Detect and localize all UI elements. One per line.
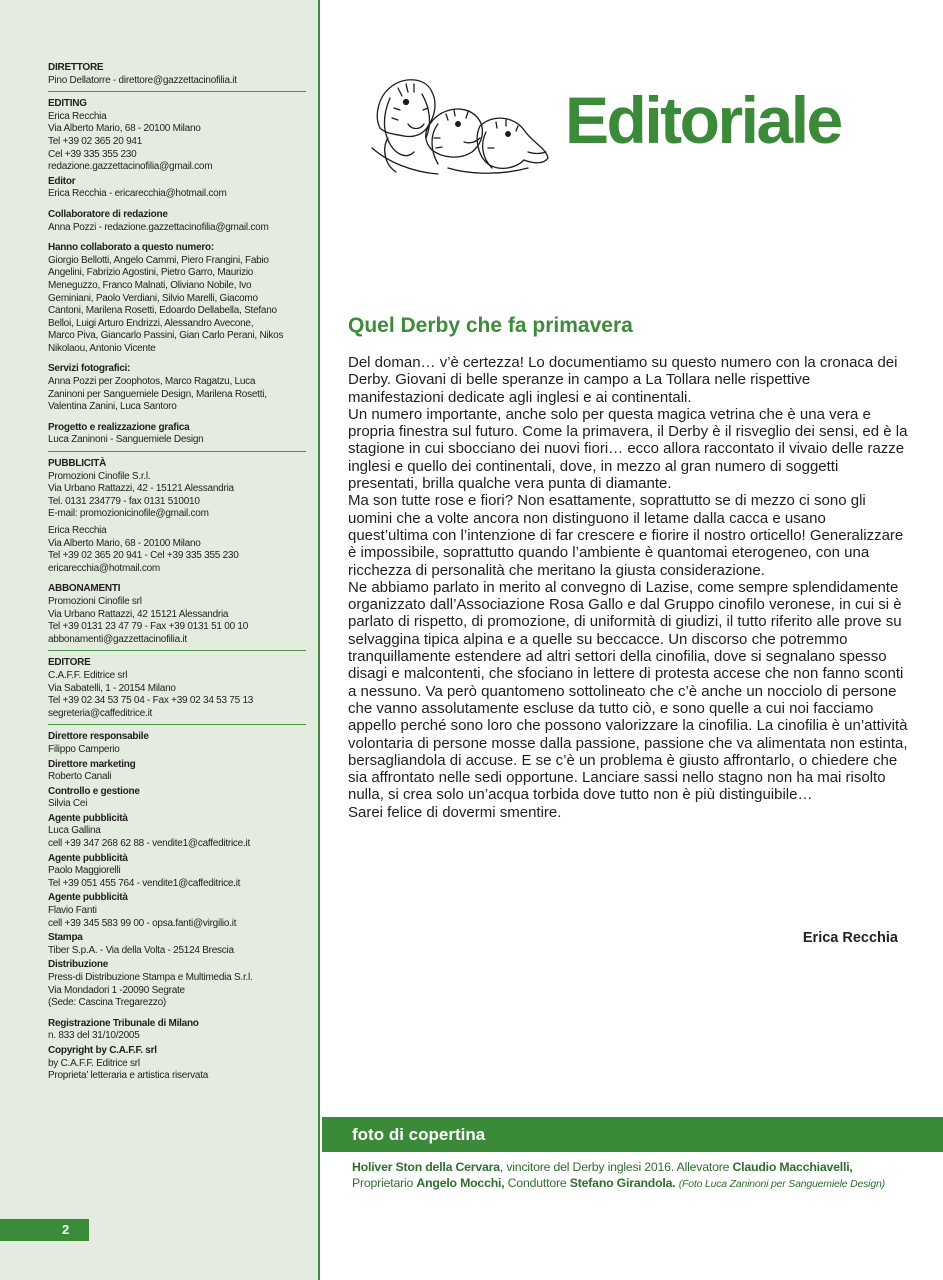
cover-breeder: Claudio Macchiavelli, (732, 1160, 853, 1174)
colophon-heading: Stampa (48, 932, 83, 944)
colophon-line: redazione.gazzettacinofilia@gmail.com (48, 161, 213, 173)
colophon-line: Cantoni, Marilena Rosetti, Edoardo Dellabella, Stefano (48, 305, 277, 317)
divider (48, 451, 306, 452)
colophon-heading: Copyright by C.A.F.F. srl (48, 1044, 157, 1056)
colophon (48, 62, 308, 1083)
colophon-section-collaboratore (48, 209, 308, 234)
colophon-heading: Servizi fotografici: (48, 363, 131, 375)
colophon-line: Erica Recchia - ericarecchia@hotmail.com (48, 188, 227, 200)
colophon-heading: Hanno collaborato a questo numero: (48, 242, 214, 254)
colophon-heading: Editor (48, 175, 76, 187)
cover-photo-bar (322, 1117, 943, 1152)
colophon-line: cell +39 345 583 99 00 - opsa.fanti@virgilio.it (48, 917, 237, 929)
colophon-section-progetto (48, 422, 308, 447)
colophon-line: Tel +39 051 455 764 - vendite1@caffeditrice.it (48, 877, 241, 889)
colophon-section-editore (48, 657, 308, 720)
colophon-line: E-mail: promozionicinofile@gmail.com (48, 508, 209, 520)
colophon-section-direttore-mkt (48, 759, 308, 784)
colophon-line: Erica Recchia (48, 110, 107, 122)
colophon-line: Giorgio Bellotti, Angelo Cammi, Piero Frangini, Fabio (48, 254, 269, 266)
colophon-heading: ABBONAMENTI (48, 583, 121, 595)
spacer (48, 575, 308, 583)
colophon-line: Tel +39 02 34 53 75 04 - Fax +39 02 34 53 75 13 (48, 695, 254, 707)
colophon-line: Proprieta’ letteraria e artistica riservata (48, 1070, 209, 1082)
colophon-line: Angelini, Fabrizio Agostini, Pietro Garro, Maurizio (48, 267, 254, 279)
caption-text: Conduttore (504, 1175, 570, 1190)
colophon-section-direttore (48, 62, 308, 87)
colophon-section-editor (48, 176, 308, 201)
colophon-section-hanno-collaborato (48, 242, 308, 355)
colophon-line: Via Alberto Mario, 68 - 20100 Milano (48, 123, 201, 135)
colophon-heading: Agente pubblicità (48, 812, 128, 824)
cover-owner: Angelo Mocchi, (416, 1175, 505, 1190)
colophon-line: Pino Dellatorre - direttore@gazzettacinofilia.it (48, 74, 237, 86)
colophon-section-stampa (48, 932, 308, 957)
colophon-line: C.A.F.F. Editrice srl (48, 669, 128, 681)
spacer (48, 355, 308, 363)
colophon-line: Anna Pozzi per Zoophotos, Marco Ragatzu, Luca (48, 376, 256, 388)
colophon-line: Zaninoni per Sanguemiele Design, Marilena Rosetti, (48, 388, 267, 400)
colophon-heading: DIRETTORE (48, 62, 104, 73)
colophon-heading: EDITORE (48, 657, 91, 669)
divider (48, 91, 306, 92)
hunting-dogs-illustration (368, 68, 550, 180)
colophon-line: Press-di Distribuzione Stampa e Multimedia S.r.l. (48, 972, 253, 983)
colophon-line: Luca Gallina (48, 825, 101, 837)
colophon-section-agente2 (48, 853, 308, 891)
colophon-line: Silvia Cei (48, 798, 88, 810)
colophon-section-copyright (48, 1045, 308, 1083)
page-number: 2 (0, 1219, 89, 1241)
divider (48, 650, 306, 651)
colophon-line: Via Sabatelli, 1 - 20154 Milano (48, 682, 176, 694)
colophon-line: abbonamenti@gazzettacinofilia.it (48, 633, 187, 645)
cover-photo-credit: (Foto Luca Zaninoni per Sanguemiele Design) (678, 1177, 885, 1190)
colophon-line: Via Alberto Mario, 68 - 20100 Milano (48, 537, 201, 549)
colophon-heading: Distribuzione (48, 959, 109, 971)
colophon-line: Cel +39 335 355 230 (48, 148, 137, 160)
colophon-line: Belloi, Luigi Arturo Endrizzi, Alessandro Avecone, (48, 317, 254, 329)
article-body (348, 354, 908, 821)
colophon-section-servizi (48, 363, 308, 413)
colophon-section-direttore-resp (48, 731, 308, 756)
colophon-line: Promozioni Cinofile S.r.l. (48, 470, 151, 482)
colophon-section-distribuzione (48, 959, 308, 1009)
colophon-heading: Collaboratore di redazione (48, 208, 168, 220)
colophon-line: Erica Recchia (48, 525, 107, 536)
article-paragraph: Un numero importante, anche solo per questa magica vetrina che è una vera e propria finestra sul futuro. Come la primavera, il Derby è il risveglio dei sensi, ed è la stagione in cui sbocciano dei nuovi fiori… ecco allora raccontato il vivaio delle razze inglesi e quello dei continentali, dove, in mezzo al gran numero di soggetti presentati, brilla qualche vera punta di diamante. (348, 405, 908, 493)
colophon-line: Tel +39 0131 23 47 79 - Fax +39 0131 51 00 10 (48, 621, 249, 633)
spacer (48, 1010, 308, 1018)
colophon-line: (Sede: Cascina Tregarezzo) (48, 997, 167, 1009)
colophon-heading: Registrazione Tribunale di Milano (48, 1017, 199, 1029)
colophon-section-controllo (48, 786, 308, 811)
spacer (48, 201, 308, 209)
colophon-heading: Agente pubblicità (48, 852, 128, 864)
section-title: Editoriale (565, 83, 841, 157)
colophon-line: Luca Zaninoni - Sanguemiele Design (48, 434, 204, 446)
caption-text: , vincitore del Derby inglesi 2016. Allevatore (499, 1160, 733, 1174)
colophon-line: Flavio Fanti (48, 905, 97, 917)
colophon-line: n. 833 del 31/10/2005 (48, 1030, 140, 1042)
colophon-line: Filippo Camperio (48, 743, 120, 755)
spacer (48, 234, 308, 242)
colophon-section-pubblicita (48, 458, 308, 575)
colophon-section-agente1 (48, 813, 308, 851)
colophon-line: by C.A.F.F. Editrice srl (48, 1057, 140, 1069)
colophon-line: Via Urbano Rattazzi, 42 15121 Alessandria (48, 608, 229, 620)
colophon-section-abbonamenti (48, 583, 308, 646)
article-author: Erica Recchia (802, 930, 898, 946)
article-paragraph: Sarei felice di dovermi smentire. (348, 803, 562, 821)
cover-photo-label: foto di copertina (352, 1125, 486, 1144)
colophon-heading: PUBBLICITÀ (48, 458, 107, 470)
colophon-sidebar (0, 0, 320, 1280)
colophon-section-agente3 (48, 892, 308, 930)
colophon-heading: Controllo e gestione (48, 785, 140, 797)
colophon-line: cell +39 347 268 62 88 - vendite1@caffeditrice.it (48, 838, 251, 850)
colophon-line: Valentina Zanini, Luca Santoro (48, 401, 177, 413)
colophon-line: Tel +39 02 365 20 941 - Cel +39 335 355 230 (48, 550, 239, 562)
colophon-line: Paolo Maggiorelli (48, 865, 121, 877)
spacer (48, 414, 308, 422)
colophon-line: segreteria@caffeditrice.it (48, 707, 153, 719)
divider (48, 724, 306, 725)
colophon-line: Anna Pozzi - redazione.gazzettacinofilia@gmail.com (48, 221, 269, 233)
article-paragraph: Ne abbiamo parlato in merito al convegno di Lazise, come sempre splendidamente organizzato dall’Associazione Rosa Gallo e dal Gruppo cinofilo veronese, in cui si è parlato di rispetto, di promozione, di uniformità di giudizi, il tutto riferito alle prove su selvaggina tipica alpina e a quelle su beccacce. Un discorso che potremmo tranquillamente estendere ad altri settori della cinofilia, dove si segnalano spesso disagi e malcontenti, che sfociano in lettere di protesta accese che non fanno sconti a nessuno. Va però quantomeno sottolineato che c’è anche un nocciolo di persone che vanno assolutamente escluse da tutto ciò, e sono quelle a cui noi facciamo appello perché sono loro che possono valorizzare la cinofilia. La cinofilia è un’attività volontaria di persone mosse dalla passione, passione che va alimentata non estinta, bersagliandola di accuse. E se c’è un problema è giusto affrontarlo, o chiedere che sia affrontato nelle sedi opportune. Lanciare sassi nello stagno non ha mai risolto nulla, si crea solo un’acqua torbida dove tutto non è più distinguibile… (348, 578, 908, 804)
article-paragraph: Ma son tutte rose e fiori? Non esattamente, soprattutto se di mezzo ci sono gli uomini che a volte ancora non distinguono il letame dalla cacca e usano quest’ultima con l’intenzione di far crescere e fiorire il nostro orticello! Generalizzare è impossibile, soprattutto quando l’ambiente è quantomai eterogeneo, con una ricchezza di personalità che meritano la giusta considerazione. (348, 492, 904, 579)
article-paragraph: Del doman… v’è certezza! Lo documentiamo su questo numero con la cronaca dei Derby. Giovani di belle speranze in campo a La Tollara nelle rispettive manifestazioni dedicate agli inglesi e ai continentali. (348, 354, 898, 406)
colophon-line: Via Mondadori 1 -20090 Segrate (48, 984, 185, 996)
colophon-line: Tel. 0131 234779 - fax 0131 510010 (48, 495, 200, 507)
colophon-line: Tiber S.p.A. - Via della Volta - 25124 Brescia (48, 944, 234, 956)
colophon-line: Roberto Canali (48, 771, 112, 783)
colophon-line: Promozioni Cinofile srl (48, 595, 142, 607)
article-title: Quel Derby che fa primavera (348, 314, 633, 337)
cover-dog-name: Holiver Ston della Cervara (352, 1160, 500, 1174)
cover-caption (352, 1160, 912, 1192)
colophon-line: Via Urbano Rattazzi, 42 - 15121 Alessandria (48, 483, 234, 495)
cover-handler: Stefano Girandola. (569, 1175, 676, 1190)
colophon-heading: EDITING (48, 98, 87, 110)
colophon-heading: Direttore marketing (48, 758, 136, 770)
colophon-line: Marco Piva, Giancarlo Passini, Gian Carlo Perani, Nikos (48, 330, 284, 342)
caption-text: Proprietario (352, 1175, 417, 1190)
colophon-section-editing (48, 98, 308, 174)
colophon-heading: Progetto e realizzazione grafica (48, 421, 190, 433)
colophon-line: Geminiani, Paolo Verdiani, Silvio Marelli, Giacomo (48, 292, 258, 304)
colophon-line: Nikolaou, Antonio Vicente (48, 342, 156, 354)
colophon-heading: Direttore responsabile (48, 731, 149, 743)
colophon-line: Tel +39 02 365 20 941 (48, 135, 143, 147)
colophon-line: ericarecchia@hotmail.com (48, 562, 160, 574)
colophon-heading: Agente pubblicità (48, 892, 128, 904)
colophon-line: Meneguzzo, Franco Malnati, Oliviano Nobile, Ivo (48, 279, 252, 291)
colophon-section-registrazione (48, 1018, 308, 1043)
